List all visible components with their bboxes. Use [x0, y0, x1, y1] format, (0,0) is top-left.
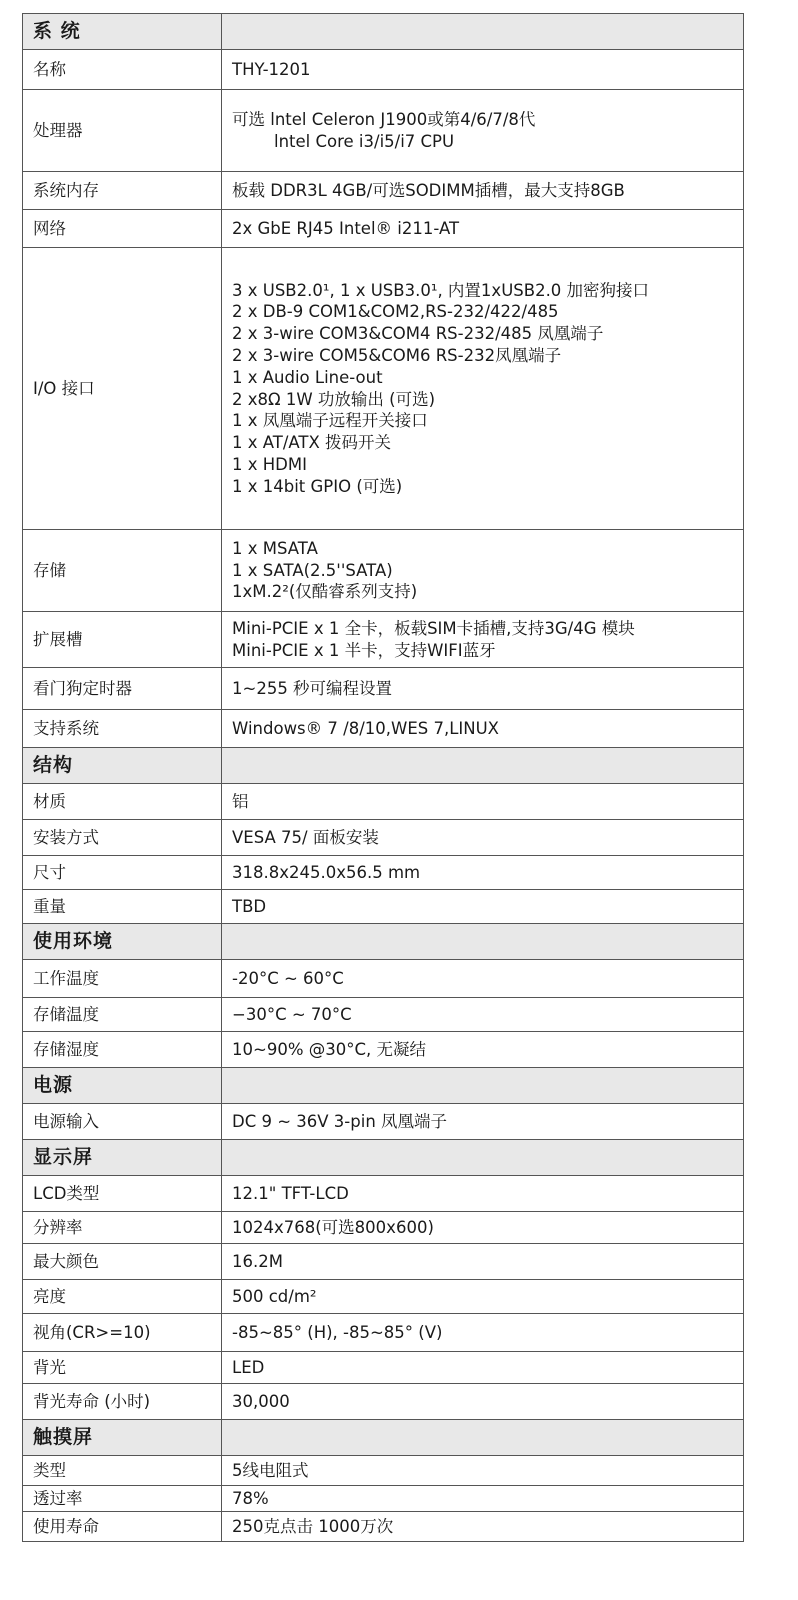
- spec-value: [222, 960, 744, 998]
- spec-row: [23, 1244, 744, 1280]
- spec-value: [222, 1176, 744, 1212]
- spec-row: [23, 530, 744, 612]
- section-header-row: [23, 748, 744, 784]
- spec-value-line: Mini-PCIE x 1 全卡，板载SIM卡插槽,支持3G/4G 模块: [232, 618, 635, 638]
- spec-row: [23, 710, 744, 748]
- spec-value: [222, 1244, 744, 1280]
- spec-value-line: 1 x AT/ATX 拨码开关: [232, 433, 392, 453]
- spec-label: 类型: [23, 1456, 222, 1486]
- spec-value-line: 2 x DB-9 COM1&COM2,RS-232/422/485: [232, 302, 559, 322]
- spec-row: [23, 1384, 744, 1420]
- section-header-blank: [222, 1140, 744, 1176]
- spec-value: [222, 1384, 744, 1420]
- spec-row: [23, 1314, 744, 1352]
- spec-label: 材质: [23, 784, 222, 820]
- spec-value-line: Windows® 7 /8/10,WES 7,LINUX: [232, 718, 499, 738]
- section-title: 系 统: [23, 14, 222, 50]
- spec-row: [23, 784, 744, 820]
- spec-value-line: 78%: [232, 1488, 269, 1508]
- section-title: 使用环境: [23, 924, 222, 960]
- spec-value-line: 2 x 3-wire COM3&COM4 RS-232/485 凤凰端子: [232, 324, 604, 344]
- spec-row: [23, 820, 744, 856]
- spec-value-line: 2 x8Ω 1W 功放输出 (可选): [232, 389, 436, 409]
- spec-value-line: −30°C ~ 70°C: [232, 1004, 352, 1024]
- spec-label: 分辨率: [23, 1212, 222, 1244]
- spec-value: [222, 1104, 744, 1140]
- spec-label: 扩展槽: [23, 612, 222, 668]
- spec-value: [222, 1280, 744, 1314]
- spec-row: [23, 1512, 744, 1542]
- spec-value-line: 500 cd/m²: [232, 1286, 317, 1306]
- spec-label: 安装方式: [23, 820, 222, 856]
- spec-value: [222, 856, 744, 890]
- spec-label: 视角(CR>=10): [23, 1314, 222, 1352]
- spec-row: [23, 960, 744, 998]
- spec-value-line: 可选 lntel Celeron J1900或第4/6/7/8代: [232, 109, 536, 129]
- spec-row: [23, 50, 744, 90]
- spec-value-line: THY-1201: [232, 59, 311, 79]
- spec-value-line: 1 x SATA(2.5''SATA): [232, 560, 393, 580]
- spec-label: 网络: [23, 210, 222, 248]
- section-header-blank: [222, 1068, 744, 1104]
- spec-value-line: 板载 DDR3L 4GB/可选SODIMM插槽，最大支持8GB: [232, 180, 625, 200]
- spec-value-line: TBD: [232, 896, 267, 916]
- spec-value-line: 1 x 14bit GPIO (可选): [232, 476, 403, 496]
- section-title: 触摸屏: [23, 1420, 222, 1456]
- spec-label: 存储湿度: [23, 1032, 222, 1068]
- spec-value-line: 2x GbE RJ45 Intel® i211-AT: [232, 218, 460, 238]
- spec-label: 处理器: [23, 90, 222, 172]
- section-header-row: [23, 14, 744, 50]
- spec-value-line: VESA 75/ 面板安装: [232, 827, 379, 847]
- section-header-blank: [222, 748, 744, 784]
- spec-label: LCD类型: [23, 1176, 222, 1212]
- spec-row: [23, 668, 744, 710]
- spec-value: [222, 612, 744, 668]
- spec-label: 存储温度: [23, 998, 222, 1032]
- spec-value-line: 1 x HDMI: [232, 454, 307, 474]
- spec-label: 透过率: [23, 1486, 222, 1512]
- spec-value-line: 318.8x245.0x56.5 mm: [232, 862, 421, 882]
- spec-label: 最大颜色: [23, 1244, 222, 1280]
- spec-row: [23, 90, 744, 172]
- spec-value: [222, 820, 744, 856]
- spec-value: [222, 1212, 744, 1244]
- spec-value: [222, 1032, 744, 1068]
- spec-value-line: 铝: [232, 791, 249, 811]
- spec-value-line: -85~85° (H), -85~85° (V): [232, 1322, 443, 1342]
- spec-value-line: 1 x MSATA: [232, 538, 318, 558]
- spec-row: [23, 612, 744, 668]
- spec-value-line: lntel Core i3/i5/i7 CPU: [274, 131, 455, 151]
- spec-value-line: 1 x 凤凰端子远程开关接口: [232, 411, 428, 431]
- spec-value-line: DC 9 ~ 36V 3-pin 凤凰端子: [232, 1111, 448, 1131]
- spec-value: [222, 248, 744, 530]
- section-header-row: [23, 1140, 744, 1176]
- section-header-blank: [222, 14, 744, 50]
- spec-row: [23, 1486, 744, 1512]
- spec-value-line: 5线电阻式: [232, 1460, 309, 1480]
- section-title: 结构: [23, 748, 222, 784]
- spec-label: 存储: [23, 530, 222, 612]
- spec-value-line: 12.1" TFT-LCD: [232, 1183, 349, 1203]
- spec-value: [222, 890, 744, 924]
- spec-row: [23, 1212, 744, 1244]
- spec-value: [222, 1456, 744, 1486]
- spec-label: 系统内存: [23, 172, 222, 210]
- section-header-row: [23, 1068, 744, 1104]
- spec-row: [23, 1104, 744, 1140]
- spec-value: [222, 90, 744, 172]
- spec-row: [23, 210, 744, 248]
- spec-value-line: -20°C ~ 60°C: [232, 968, 344, 988]
- section-header-blank: [222, 924, 744, 960]
- spec-label: 背光: [23, 1352, 222, 1384]
- spec-label: 尺寸: [23, 856, 222, 890]
- spec-label: 背光寿命 (小时): [23, 1384, 222, 1420]
- spec-value: [222, 710, 744, 748]
- spec-value: [222, 1314, 744, 1352]
- spec-value: [222, 1486, 744, 1512]
- spec-value-line: 1xM.2²(仅酷睿系列支持): [232, 582, 418, 602]
- spec-label: 使用寿命: [23, 1512, 222, 1542]
- spec-value-line: Mini-PCIE x 1 半卡，支持WIFI蓝牙: [232, 640, 496, 660]
- spec-label: 工作温度: [23, 960, 222, 998]
- spec-value-line: 10~90% @30°C, 无凝结: [232, 1039, 426, 1059]
- spec-label: 名称: [23, 50, 222, 90]
- spec-row: [23, 1280, 744, 1314]
- spec-label: 支持系统: [23, 710, 222, 748]
- spec-value-line: 3 x USB2.0¹, 1 x USB3.0¹, 内置1xUSB2.0 加密狗接口: [232, 280, 650, 300]
- spec-value: [222, 998, 744, 1032]
- spec-value-line: 2 x 3-wire COM5&COM6 RS-232凤凰端子: [232, 345, 562, 365]
- section-title: 显示屏: [23, 1140, 222, 1176]
- spec-value-line: 1024x768(可选800x600): [232, 1217, 434, 1237]
- spec-label: 看门狗定时器: [23, 668, 222, 710]
- spec-row: [23, 890, 744, 924]
- spec-value: [222, 668, 744, 710]
- section-header-row: [23, 1420, 744, 1456]
- spec-value-line: 16.2M: [232, 1251, 283, 1271]
- spec-label: 电源输入: [23, 1104, 222, 1140]
- spec-row: [23, 998, 744, 1032]
- spec-row: [23, 172, 744, 210]
- spec-row: [23, 1456, 744, 1486]
- spec-value: [222, 50, 744, 90]
- spec-table: [22, 13, 744, 1542]
- spec-label: 重量: [23, 890, 222, 924]
- spec-label: I/O 接口: [23, 248, 222, 530]
- spec-value-line: LED: [232, 1357, 265, 1377]
- spec-label: 亮度: [23, 1280, 222, 1314]
- spec-row: [23, 248, 744, 530]
- spec-value: [222, 1512, 744, 1542]
- spec-value-line: 30,000: [232, 1391, 290, 1411]
- spec-row: [23, 1032, 744, 1068]
- spec-value: [222, 784, 744, 820]
- spec-value-line: 250克点击 1000万次: [232, 1516, 394, 1536]
- section-header-row: [23, 924, 744, 960]
- spec-row: [23, 1176, 744, 1212]
- spec-value: [222, 172, 744, 210]
- section-header-blank: [222, 1420, 744, 1456]
- spec-value-line: 1 x Audio Line-out: [232, 367, 383, 387]
- spec-value: [222, 530, 744, 612]
- spec-row: [23, 856, 744, 890]
- spec-value: [222, 1352, 744, 1384]
- section-title: 电源: [23, 1068, 222, 1104]
- spec-value: [222, 210, 744, 248]
- spec-value-line: 1~255 秒可编程设置: [232, 678, 393, 698]
- spec-row: [23, 1352, 744, 1384]
